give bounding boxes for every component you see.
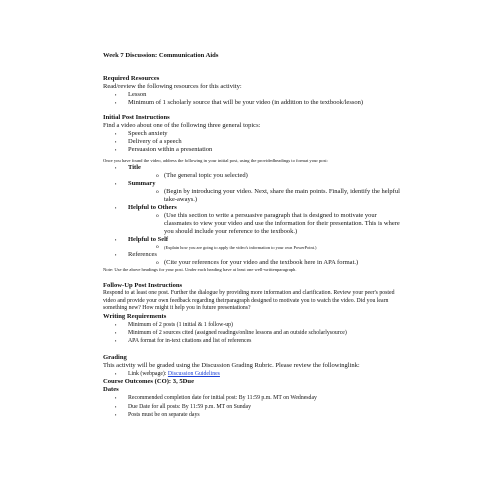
section-label: Title: [128, 164, 141, 172]
section-detail: o (Begin by introducing your video. Next, share the main points. Finally, identify the helpful take-aways.): [128, 188, 403, 204]
list-item: ▪ Minimum of 1 scholarly source that will be your video (in addition to the textbook/lesson): [103, 99, 403, 107]
section-detail: o (The general topic you selected): [128, 172, 403, 180]
list-item: [103, 370, 403, 378]
list-item: ▪ Recommended completion date for initial post: By 11:59 p.m. MT on Wednesday: [103, 394, 403, 402]
list-item: ▪ Minimum of 2 posts (1 initial & 1 follow-up): [103, 321, 403, 329]
required-resources-heading: Required Resources: [103, 75, 160, 82]
document-page: [103, 52, 403, 419]
dates-list: [103, 394, 403, 419]
section-detail: o (Explain how you are going to apply the video's information to your own PowerPoint.): [128, 244, 403, 251]
list-item: ▪ Speech anxiety: [103, 130, 403, 138]
course-outcomes: Course Outcomes (CO): 3, 5Due: [103, 378, 195, 386]
section-label: Summary: [128, 180, 156, 188]
section-item-helpful-to-others: [103, 204, 403, 236]
requirements-list: [103, 321, 403, 346]
writing-requirements-heading: Writing Requirements: [103, 312, 167, 320]
grading-heading: Grading: [103, 354, 127, 362]
link-prefix: Link (webpage):: [128, 371, 168, 378]
topics-list: [103, 130, 403, 154]
list-item: ▪ APA format for in-text citations and list of references: [103, 337, 403, 345]
list-item: ▪ Due Date for all posts: By 11:59 p.m. MT on Sunday: [103, 403, 403, 411]
list-item: ▪ Persuasion within a presentation: [103, 146, 403, 154]
initial-post-intro: Find a video about one of the following three general topics:: [103, 122, 261, 129]
follow-up-text: Respond to at least one post. Further the dialogue by providing more information and clarification. Review your peer's posted video and provide your own feedback regarding theirparagraph designed to motivate you to watch the video. Did you learn something new? How might it help you in future presentations?: [103, 290, 395, 312]
section-detail: o (Cite your references for your video and the textbook here in APA format.): [128, 259, 403, 267]
post-sections-list: [103, 164, 403, 267]
list-item: ▪ Delivery of a speech: [103, 138, 403, 146]
required-resources-intro: Read/review the following resources for this activity:: [103, 83, 242, 90]
section-item-references: [103, 251, 403, 267]
grading-text: This activity will be graded using the Discussion Grading Rubric. Please review the followinglink:: [103, 362, 360, 370]
list-item: ▪ Minimum of 2 sources cited (assigned readings/online lessons and an outside scholarlysource): [103, 329, 403, 337]
dates-heading: Dates: [103, 386, 119, 394]
section-label: Helpful to Self: [128, 236, 169, 244]
headings-note: Note: Use the above headings for your post. Under each heading have at least one well-writtenparagraph.: [103, 267, 297, 273]
discussion-guidelines-link[interactable]: Discussion Guidelines: [167, 371, 220, 378]
section-item-summary: [103, 180, 403, 204]
resources-list: [103, 91, 403, 107]
section-item-helpful-to-self: [103, 236, 403, 251]
section-label: Helpful to Others: [128, 204, 177, 212]
section-label: References: [128, 251, 157, 259]
initial-post-heading: Initial Post Instructions: [103, 114, 170, 121]
section-item-title: [103, 164, 403, 180]
section-detail: o (Use this section to write a persuasive paragraph that is designed to motivate your classmates to view your video and use the information for their presentation. This is where you should include your reference to the textbook.): [128, 212, 403, 236]
follow-up-heading: Follow-Up Post Instructions: [103, 282, 183, 290]
list-item: ▪ Posts must be on separate days: [103, 411, 403, 419]
grading-link-list: [103, 370, 403, 378]
page-title: Week 7 Discussion: Communication Aids: [103, 52, 219, 59]
list-item: ▪ Lesson: [103, 91, 403, 99]
format-note: Once you have found the video, address the following in your initial post, using the providedheadings to format your post:: [103, 158, 328, 163]
